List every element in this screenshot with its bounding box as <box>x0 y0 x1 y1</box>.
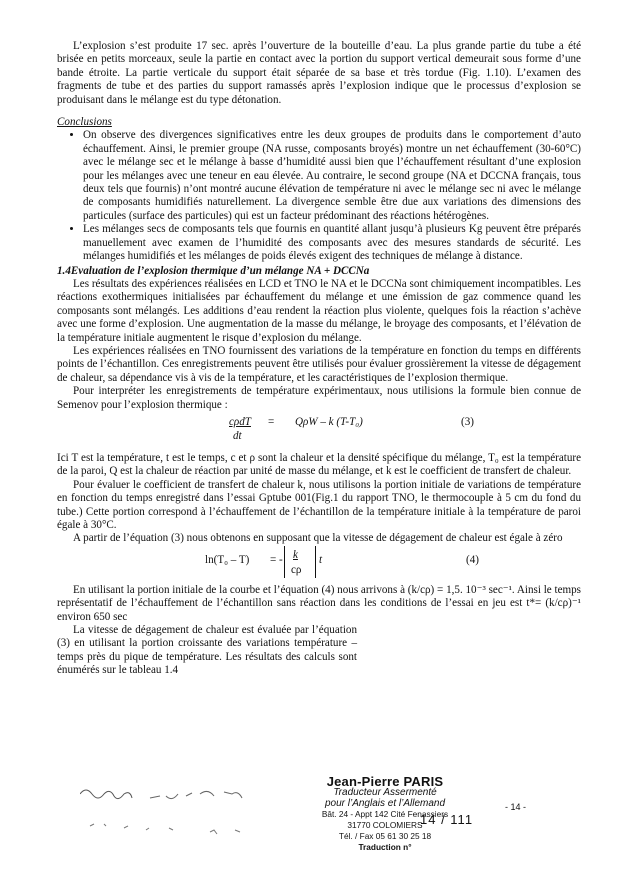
equation-4-frac-numerator: k <box>293 548 298 561</box>
stamp-address-1: Bât. 24 - Appt 142 Cité Fenassiers <box>321 809 449 819</box>
page-number: - 14 - <box>505 802 527 812</box>
document-body <box>57 40 581 678</box>
equation-3-denominator: dt <box>233 429 242 442</box>
paragraph-semenov: Pour interpréter les enregistrements de température expérimentaux, nous utilisions la formule bien connue de Semenov pour l’explosion thermique : <box>57 385 581 411</box>
conclusions-heading: Conclusions <box>57 116 112 129</box>
paragraph-coefficient: Pour évaluer le coefficient de transfert de chaleur k, nous utilisons la portion initiale de variations de température en fonction du temps enregistré dans l’essai Gptube 001(Fig.1 du rapport TNO, le thermocouple à 5 cm du fond du tube.) Cette portion correspond à l’échauffement de l’échantillon de la température initiale à la température de paroi égale à 30°C. <box>57 478 581 531</box>
section-heading: 1.4Evaluation de l’explosion thermique d’un mélange NA + DCCNa <box>57 264 370 277</box>
paragraph-initial-portion: En utilisant la portion initiale de la courbe et l’équation (4) nous arrivons à (k/cρ) = 1,5. 10⁻³ sec⁻¹. Ainsi le temps représentatif de l’échauffement de l’échantillon sans réaction dans les conditions de l’essai en jeu est t*= (k/cρ)⁻¹ environ 650 sec <box>57 583 581 623</box>
equation-3-numerator: cρdT <box>229 415 251 428</box>
equation-3-rhs: QρW – k (T-T₀) <box>295 415 363 428</box>
paragraph-explosion: L’explosion s’est produite 17 sec. après l’ouverture de la bouteille d’eau. La plus grande partie du tube a été brisée en petits morceaux, seule la partie en contact avec la portion du support vertical demeurait sous forme d’une bande étroite. La partie verticale du support était séparée de sa base et très tordue (Fig. 1.10). L’examen des fragments de tube et des parties du support ramassés après l’explosion indique que le processus d’explosion se produisant dans le mélange est du type détonation. <box>57 40 581 106</box>
stamp-title: Traducteur Assermenté <box>333 787 437 798</box>
stamp-address-2: 31770 COLOMIERS <box>347 820 423 830</box>
paragraph-definitions: Ici T est la température, t est le temps, c et ρ sont la chaleur et la densité spécifique du mélange, T₀ est la température de la paroi, Q est la chaleur de réaction par unité de masse du mélange, et k est le coefficient de transfert de chaleur. <box>57 451 581 478</box>
equation-4-equals: = <box>270 553 277 566</box>
equation-4-minus: - <box>279 553 283 566</box>
paragraph-from-equation: A partir de l’équation (3) nous obtenons en supposant que la vitesse de dégagement de chaleur est égale à zéro <box>73 532 563 545</box>
equation-4 <box>57 546 581 582</box>
equation-4-number: (4) <box>466 553 479 566</box>
stamp-name: Jean-Pierre PARIS <box>326 774 444 789</box>
paragraph-results: Les résultats des expériences réalisées en LCD et TNO le NA et le DCCNa sont chimiquement incompatibles. Les réactions exothermiques initialisées par échauffement du mélange et une émission de gaz commence quand les composants sont mélangés. Les additions d’eau rendent la réaction plus violente, quelques fois la réaction s’achève avec une forme d’explosion. Une augmentation de la masse du mélange, le broyage des composants, et l’élévation de la température initiale augmentent le risque d’explosion du mélange. <box>57 277 581 344</box>
equation-4-frac-denominator: cρ <box>291 563 302 576</box>
conclusion-bullet-2: • Les mélanges secs de composants tels que fournis en quantité allant jusqu’à plusieurs Kg peuvent être préparés manuellement avec examen de l’humidité des composants avec des mesures standards de sécurité. Les mélanges humidifiés et les mélanges de poids élevés exigent des techniques de mélange à distance. <box>83 223 581 263</box>
equation-3-number: (3) <box>461 415 474 428</box>
stamp-translation: Traduction n° <box>358 842 412 852</box>
equation-4-variable: t <box>319 553 323 566</box>
stamp-phone: Tél. / Fax 05 61 30 25 18 <box>338 831 432 841</box>
paragraph-heat-release: La vitesse de dégagement de chaleur est évaluée par l’équation (3) en utilisant la portion croissante des variations température – temps près du pique de température. Les résultats des calculs sont énumérés sur le tableau 1.4 <box>57 624 357 677</box>
stamp-languages: pour l’Anglais et l’Allemand <box>324 798 446 809</box>
equation-3 <box>57 416 581 450</box>
equation-4-lhs: ln(T₀ – T) <box>205 553 250 566</box>
equation-3-equals: = <box>268 415 275 428</box>
conclusion-bullet-1: • On observe des divergences significatives entre les deux groupes de produits dans le comportement d’auto échauffement. Ainsi, le premier groupe (NA russe, composants broyés) montre un net échauffement (30-60°C) avec le mélange sec et le mélange à basse d’humidité aussi bien que l’échauffement résultant d’une explosion pour les mélanges avec une teneur en eau élevée. Au contraire, le second groupe (NA et DCCNA français, tous deux tels que fournis) n’ont montré aucune élévation de température ni avec le mélange sec ni avec le mélange de composants humidifiés naturellement. La divergence semble être due aux variations des dimensions des particules (surface des particules) qui est un facteur prédominant des réactions hétérogènes. <box>83 129 581 223</box>
handwritten-scribble-icon <box>80 784 310 854</box>
paragraph-tno: Les expériences réalisées en TNO fournissent des variations de la température en fonction du temps en différents points de l’échantillon. Ces enregistrements peuvent être utilisés pour évaluer grossièrement la vitesse de dégagement de chaleur, sa dépendance vis à vis de la température, et les caractéristiques de l’explosion thermique. <box>57 344 581 384</box>
handwritten-page-count: 14 / 111 <box>420 812 474 827</box>
conclusions-list <box>57 129 581 263</box>
